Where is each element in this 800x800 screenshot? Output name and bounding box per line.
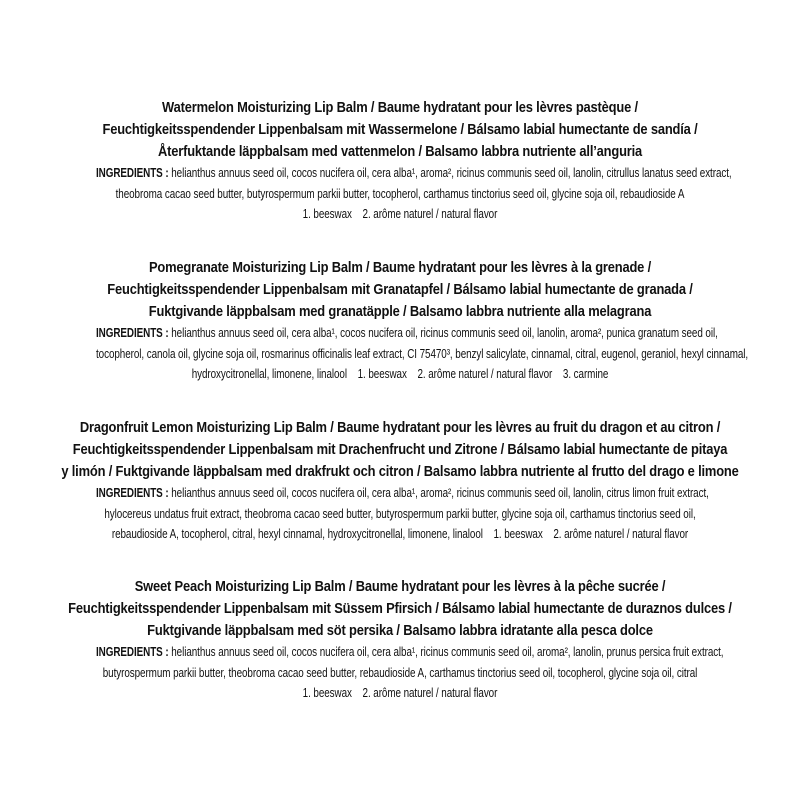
ingredients-line	[96, 524, 704, 545]
product-title: y limón / Fuktgivande läppbalsam med drakfrukt och citron / Balsamo labbra nutriente al frutto del drago e limone	[61, 463, 739, 480]
product-title: Fuktgivande läppbalsam med söt persika / Balsamo labbra idratante alla pesca dolce	[147, 622, 653, 639]
ingredients-line: butyrospermum parkii butter, theobroma cacao seed butter, rebaudioside A, carthamus tinctorius seed oil, tocopherol, glycine soja oil, citral	[102, 664, 698, 680]
product-title: Återfuktande läppbalsam med vattenmelon / Balsamo labbra nutriente all’anguria	[157, 143, 643, 160]
ingredients-label: INGREDIENTS :	[96, 644, 169, 659]
footnote: 2. arôme naturel / natural flavor	[362, 206, 498, 221]
footnote: 1. beeswax	[302, 206, 352, 221]
footnote: 2. arôme naturel / natural flavor	[553, 526, 689, 541]
ingredients-text: rebaudioside A, tocopherol, citral, hexyl cinnamal, hydroxycitronellal, limonene, linalool	[111, 526, 483, 541]
ingredients-text: helianthus annuus seed oil, cocos nucifera oil, cera alba¹, ricinus communis seed oil, aroma², lanolin, prunus persica fruit extract,	[168, 644, 724, 659]
product-section-sweet-peach	[0, 576, 800, 704]
product-section-pomegranate	[0, 257, 800, 385]
product-title: Fuktgivande läppbalsam med granatäpple / Balsamo labbra nutriente alla melagrana	[148, 303, 652, 320]
ingredients-line	[96, 642, 724, 663]
ingredients-text: helianthus annuus seed oil, cera alba¹, cocos nucifera oil, ricinus communis seed oil, lanolin, aroma², punica granatum seed oil,	[168, 325, 718, 340]
product-title: Feuchtigkeitsspendender Lippenbalsam mit Granatapfel / Bálsamo labial humectante de granada /	[107, 281, 693, 298]
footnote: 2. arôme naturel / natural flavor	[362, 685, 498, 700]
product-title: Feuchtigkeitsspendender Lippenbalsam mit Drachenfrucht und Zitrone / Bálsamo labial humectante de pitaya	[72, 441, 728, 458]
footnotes-line	[96, 683, 704, 704]
footnote: 2. arôme naturel / natural flavor	[417, 366, 553, 381]
ingredients-line: hylocereus undatus fruit extract, theobroma cacao seed butter, butyrospermum parkii butter, glycine soja oil, carthamus tinctorius seed oil,	[104, 505, 696, 521]
ingredients-line: theobroma cacao seed butter, butyrospermum parkii butter, tocopherol, carthamus tinctorius seed oil, glycine soja oil, rebaudioside A	[115, 185, 685, 201]
product-title: Watermelon Moisturizing Lip Balm / Baume hydratant pour les lèvres pastèque /	[162, 99, 638, 116]
product-title: Sweet Peach Moisturizing Lip Balm / Baume hydratant pour les lèvres à la pêche sucrée /	[134, 578, 666, 595]
product-title: Feuchtigkeitsspendender Lippenbalsam mit Süssem Pfirsich / Bálsamo labial humectante de duraznos dulces /	[68, 600, 732, 617]
ingredients-label: INGREDIENTS :	[96, 325, 169, 340]
ingredients-text: helianthus annuus seed oil, cocos nucifera oil, cera alba¹, aroma², ricinus communis seed oil, lanolin, citrus limon fruit extract,	[168, 485, 709, 500]
product-title: Pomegranate Moisturizing Lip Balm / Baume hydratant pour les lèvres à la grenade /	[148, 259, 652, 276]
footnote: 1. beeswax	[302, 685, 352, 700]
ingredients-label: INGREDIENTS :	[96, 485, 169, 500]
ingredients-text: hydroxycitronellal, limonene, linalool	[191, 366, 347, 381]
product-section-watermelon	[0, 97, 800, 225]
footnotes-line	[96, 204, 704, 225]
product-section-dragonfruit-lemon	[0, 417, 800, 545]
product-title: Feuchtigkeitsspendender Lippenbalsam mit Wassermelone / Bálsamo labial humectante de sandía /	[102, 121, 698, 138]
ingredients-line	[96, 163, 732, 184]
ingredients-line	[96, 483, 709, 504]
footnote: 3. carmine	[562, 366, 609, 381]
product-title: Dragonfruit Lemon Moisturizing Lip Balm / Baume hydratant pour les lèvres au fruit du dragon et au citron /	[79, 419, 721, 436]
ingredients-line	[96, 364, 704, 385]
ingredients-label: INGREDIENTS :	[96, 165, 169, 180]
ingredients-line: tocopherol, canola oil, glycine soja oil, rosmarinus officinalis leaf extract, CI 75470³, benzyl salicylate, cinnamal, citral, eugenol, geraniol, hexyl cinnamal,	[96, 345, 749, 361]
ingredients-text: helianthus annuus seed oil, cocos nucifera oil, cera alba¹, aroma², ricinus communis seed oil, lanolin, citrullus lanatus seed extract,	[168, 165, 732, 180]
ingredients-line	[96, 323, 718, 344]
footnote: 1. beeswax	[357, 366, 407, 381]
footnote: 1. beeswax	[493, 526, 543, 541]
